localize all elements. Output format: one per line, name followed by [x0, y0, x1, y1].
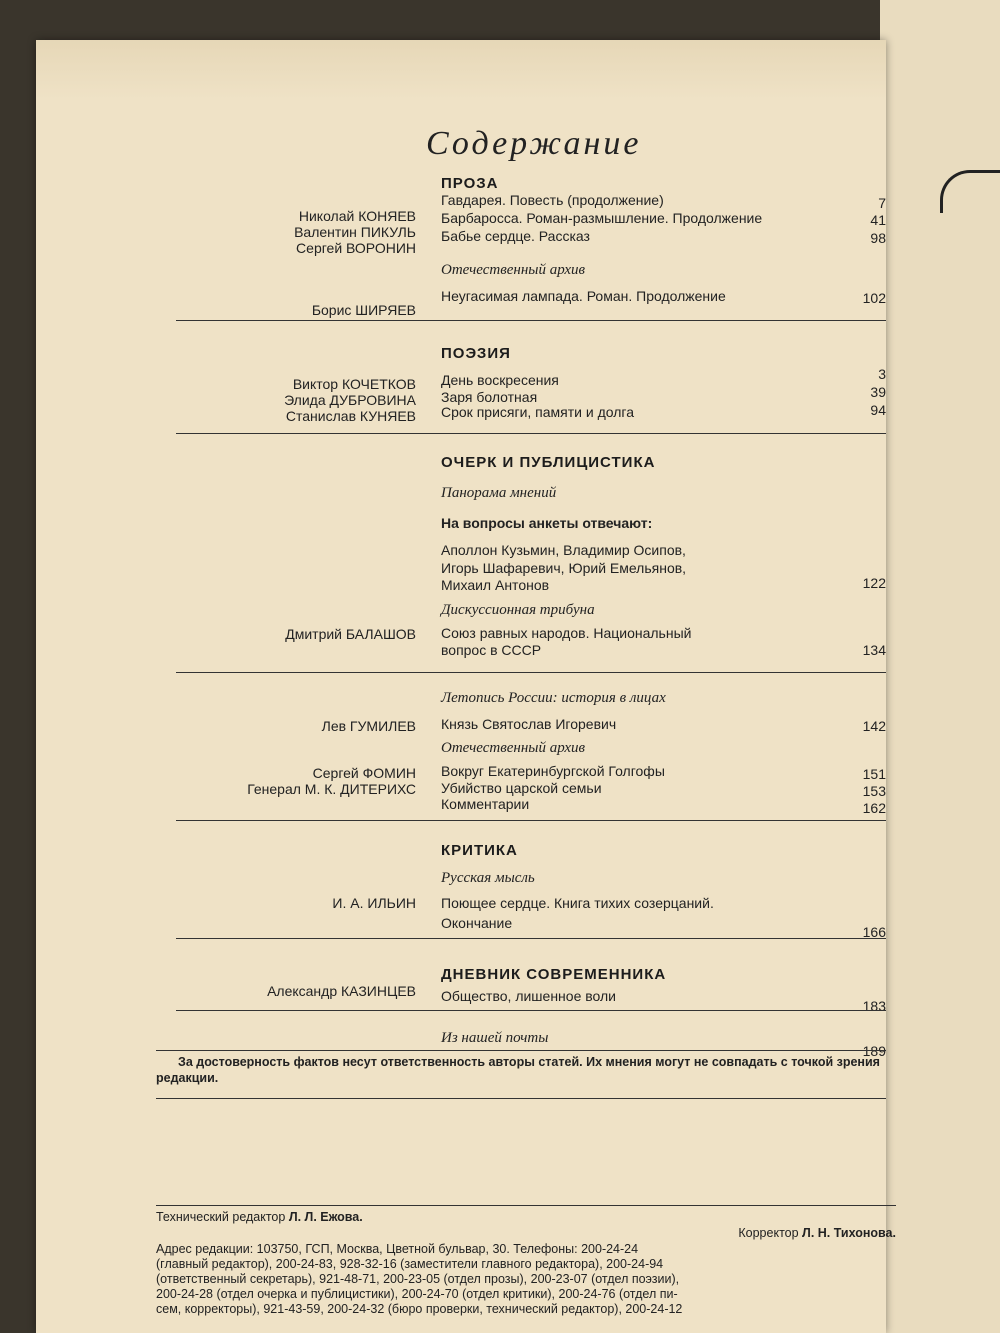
entry-title: Бабье сердце. Рассказ [441, 228, 590, 244]
entry-page: 134 [862, 642, 886, 658]
entry-title: Михаил Антонов [441, 577, 550, 593]
entry-title: Барбаросса. Роман-размышление. Продолжение [441, 210, 763, 226]
ornament-icon [940, 170, 1000, 213]
adjacent-page [880, 0, 1000, 1333]
subheading-letopis: Летопись России: история в лицах [441, 690, 666, 706]
section-divider [176, 433, 886, 434]
section-essay-heading: ОЧЕРК И ПУБЛИЦИСТИКА [441, 454, 656, 471]
entry-page: 7 [878, 195, 886, 211]
entry-page: 41 [870, 212, 886, 228]
section-prose-heading: ПРОЗА [441, 175, 499, 192]
entry-title: День воскресения [441, 372, 559, 388]
entry-author: Сергей ФОМИН [312, 765, 416, 781]
entry-author: Александр КАЗИНЦЕВ [267, 983, 416, 999]
entry-title: Князь Святослав Игоревич [441, 716, 617, 732]
section-criticism-heading: КРИТИКА [441, 842, 518, 859]
entry-title: Неугасимая лампада. Роман. Продолжение [441, 288, 726, 304]
corrector-label: Корректор [738, 1226, 799, 1240]
entry-page: 102 [862, 290, 886, 306]
subheading-tribune: Дискуссионная трибуна [441, 602, 595, 618]
entry-author: Валентин ПИКУЛЬ [294, 224, 416, 240]
subheading-anketa: На вопросы анкеты отвечают: [441, 515, 653, 531]
section-poetry-heading: ПОЭЗИЯ [441, 345, 511, 362]
entry-author: Лев ГУМИЛЕВ [321, 718, 416, 734]
entry-title: Общество, лишенное воли [441, 988, 616, 1004]
entry-title: Комментарии [441, 796, 530, 812]
entry-author: Сергей ВОРОНИН [296, 240, 416, 256]
tech-editor-label: Технический редактор [156, 1210, 286, 1224]
entry-title: Поющее сердце. Книга тихих созерцаний. [441, 895, 714, 911]
entry-page: 3 [878, 366, 886, 382]
subheading-archive: Отечественный архив [441, 740, 586, 756]
tech-editor-name: Л. Л. Ежова. [288, 1210, 363, 1224]
entry-author: Борис ШИРЯЕВ [311, 302, 416, 318]
imprint-footer [156, 1210, 896, 1317]
entry-title: Срок присяги, памяти и долга [441, 404, 634, 420]
entry-page: 183 [862, 998, 886, 1014]
entry-author: И. А. ИЛЬИН [332, 895, 416, 911]
entry-page: 151 [862, 766, 886, 782]
entry-page: 162 [862, 800, 886, 816]
section-divider [176, 320, 886, 321]
entry-title: вопрос в СССР [441, 642, 542, 658]
entry-page: 122 [862, 575, 886, 591]
address-line: Адрес редакции: 103750, ГСП, Москва, Цветной бульвар, 30. Телефоны: 200-24-24 [156, 1242, 639, 1256]
section-divider [156, 1098, 886, 1099]
page-fold [36, 40, 886, 100]
section-divider [176, 1010, 886, 1011]
entry-page: 153 [862, 783, 886, 799]
entry-page: 189 [862, 1043, 886, 1059]
contents-page [36, 40, 896, 1333]
section-divider [156, 1050, 886, 1051]
entry-title: Гавдарея. Повесть (продолжение) [441, 192, 664, 208]
entry-author: Виктор КОЧЕТКОВ [292, 376, 416, 392]
address-line: (ответственный секретарь), 921-48-71, 200-23-05 (отдел прозы), 200-23-07 (отдел поэзии), [156, 1272, 680, 1286]
entry-title: Игорь Шафаревич, Юрий Емельянов, [441, 560, 687, 576]
footer-divider [156, 1205, 896, 1206]
subheading-archive: Отечественный архив [441, 262, 586, 278]
section-divider [176, 938, 886, 939]
entry-title: Окончание [441, 915, 513, 931]
address-line: 200-24-28 (отдел очерка и публицистики), 200-24-70 (отдел критики), 200-24-76 (отдел пи- [156, 1287, 678, 1301]
page-title: Содержание [426, 125, 642, 162]
entry-page: 98 [870, 230, 886, 246]
subheading-russian-thought: Русская мысль [441, 870, 535, 886]
section-diary-heading: ДНЕВНИК СОВРЕМЕННИКА [441, 966, 667, 983]
subheading-panorama: Панорама мнений [441, 485, 557, 501]
entry-title: Убийство царской семьи [441, 780, 602, 796]
entry-title: Аполлон Кузьмин, Владимир Осипов, [441, 542, 686, 558]
entry-author: Станислав КУНЯЕВ [285, 408, 416, 424]
address-line: сем, корректоры), 921-43-59, 200-24-32 (бюро проверки, технический редактор), 200-24-12 [156, 1302, 683, 1316]
section-divider [176, 672, 886, 673]
entry-page: 166 [862, 924, 886, 940]
entry-page: 142 [862, 718, 886, 734]
entry-title: Заря болотная [441, 389, 538, 405]
entry-page: 94 [870, 402, 886, 418]
entry-author: Николай КОНЯЕВ [298, 208, 416, 224]
disclaimer-note: За достоверность фактов несут ответственность авторы статей. Их мнения могут не совпадать с точкой зрения редакции. [156, 1055, 880, 1085]
entry-author: Дмитрий БАЛАШОВ [285, 626, 416, 642]
address-line: (главный редактор), 200-24-83, 928-32-16 (заместители главного редактора), 200-24-94 [156, 1257, 664, 1271]
entry-page: 39 [870, 384, 886, 400]
section-divider [176, 820, 886, 821]
entry-title: Вокруг Екатеринбургской Голгофы [441, 763, 665, 779]
entry-author: Элида ДУБРОВИНА [284, 392, 416, 408]
subheading-mail: Из нашей почты [441, 1030, 549, 1046]
entry-title: Союз равных народов. Национальный [441, 625, 692, 641]
entry-author: Генерал М. К. ДИТЕРИХС [247, 781, 416, 797]
corrector-name: Л. Н. Тихонова. [802, 1226, 896, 1240]
